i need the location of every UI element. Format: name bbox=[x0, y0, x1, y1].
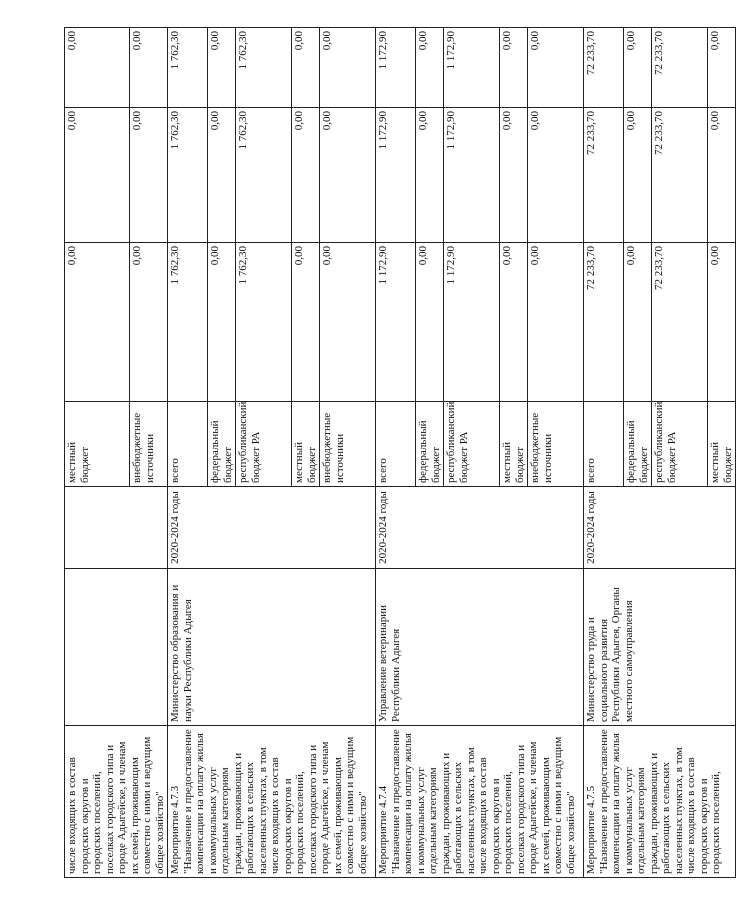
year-2021-cell: 0,00 bbox=[528, 28, 584, 108]
rotated-table-container bbox=[64, 28, 734, 878]
total-cell: 0,00 bbox=[208, 243, 236, 402]
table-row bbox=[376, 28, 416, 878]
year-2021-cell: 0,00 bbox=[292, 28, 320, 108]
source-cell: федеральный бюджет bbox=[208, 402, 236, 487]
year-2020-cell: 0,00 bbox=[65, 108, 130, 243]
table-row bbox=[168, 28, 208, 878]
total-cell: 0,00 bbox=[130, 243, 168, 402]
source-cell: местный бюджет bbox=[708, 402, 736, 487]
year-2020-cell: 0,00 bbox=[416, 108, 444, 243]
total-cell: 72 233,70 bbox=[584, 243, 624, 402]
period-cell bbox=[65, 487, 168, 569]
year-2020-cell: 0,00 bbox=[208, 108, 236, 243]
program-cell: Мероприятие 4.7.3 "Назначение и предоставление компенсации на оплату жилья и коммунальных услуг отдельным категориям граждан, проживающих и работающих в сельских населенных пунктах, в том числе входящих в состав городских округов и городских поселений, поселках городского типа и городе Адыгейске, и членам их семей, проживающим совместно с ними и ведущим общее хозяйство" bbox=[168, 726, 376, 878]
total-cell: 0,00 bbox=[320, 243, 376, 402]
source-cell: федеральный бюджет bbox=[624, 402, 652, 487]
source-cell: внебюджетные источники bbox=[130, 402, 168, 487]
source-cell: местный бюджет bbox=[292, 402, 320, 487]
year-2020-cell: 0,00 bbox=[292, 108, 320, 243]
year-2021-cell: 1 762,30 bbox=[168, 28, 208, 108]
source-cell: всего bbox=[168, 402, 208, 487]
total-cell: 0,00 bbox=[708, 243, 736, 402]
year-2020-cell: 0,00 bbox=[130, 108, 168, 243]
total-cell: 0,00 bbox=[65, 243, 130, 402]
source-cell: внебюджетные источники bbox=[528, 402, 584, 487]
year-2020-cell: 0,00 bbox=[624, 108, 652, 243]
source-cell: всего bbox=[376, 402, 416, 487]
source-cell: федеральный бюджет bbox=[416, 402, 444, 487]
executor-cell: Министерство образования и науки Республики Адыгея bbox=[168, 569, 376, 726]
program-cell: Мероприятие 4.7.5 "Назначение и предоставление компенсации на оплату жилья и коммунальных услуг отдельным категориям граждан, проживающих и работающих в сельских населенных пунктах, в том числе входящих в состав городских округов и городских поселений, bbox=[584, 726, 736, 878]
budget-table bbox=[64, 27, 736, 878]
year-2020-cell: 1 762,30 bbox=[168, 108, 208, 243]
table-body bbox=[65, 28, 736, 878]
year-2020-cell: 0,00 bbox=[528, 108, 584, 243]
year-2021-cell: 0,00 bbox=[208, 28, 236, 108]
total-cell: 0,00 bbox=[416, 243, 444, 402]
year-2021-cell: 1 172,90 bbox=[376, 28, 416, 108]
year-2020-cell: 0,00 bbox=[500, 108, 528, 243]
table-row bbox=[65, 28, 130, 878]
period-cell: 2020-2024 годы bbox=[376, 487, 584, 569]
year-2021-cell: 0,00 bbox=[708, 28, 736, 108]
source-cell: всего bbox=[584, 402, 624, 487]
year-2021-cell: 0,00 bbox=[416, 28, 444, 108]
year-2020-cell: 72 233,70 bbox=[652, 108, 708, 243]
year-2021-cell: 0,00 bbox=[624, 28, 652, 108]
year-2021-cell: 1 172,90 bbox=[444, 28, 500, 108]
executor-cell: Управление ветеринарии Республики Адыгея bbox=[376, 569, 584, 726]
total-cell: 1 172,90 bbox=[444, 243, 500, 402]
total-cell: 0,00 bbox=[528, 243, 584, 402]
total-cell: 0,00 bbox=[624, 243, 652, 402]
program-cell: числе входящих в состав городских округов и городских поселений, поселках городского типа и городе Адыгейске, и членам их семей, проживающим совместно с ними и ведущим общее хозяйство" bbox=[65, 726, 168, 878]
source-cell: республиканский бюджет РА bbox=[444, 402, 500, 487]
year-2020-cell: 72 233,70 bbox=[584, 108, 624, 243]
executor-cell: Министерство труда и социального развития Республики Адыгея, Органы местного самоуправления bbox=[584, 569, 736, 726]
year-2020-cell: 1 762,30 bbox=[236, 108, 292, 243]
source-cell: местный бюджет bbox=[500, 402, 528, 487]
year-2021-cell: 72 233,70 bbox=[584, 28, 624, 108]
year-2020-cell: 1 172,90 bbox=[376, 108, 416, 243]
total-cell: 1 762,30 bbox=[236, 243, 292, 402]
year-2020-cell: 0,00 bbox=[708, 108, 736, 243]
source-cell: местный бюджет bbox=[65, 402, 130, 487]
year-2021-cell: 72 233,70 bbox=[652, 28, 708, 108]
year-2020-cell: 1 172,90 bbox=[444, 108, 500, 243]
year-2021-cell: 0,00 bbox=[500, 28, 528, 108]
source-cell: республиканский бюджет РА bbox=[652, 402, 708, 487]
year-2021-cell: 0,00 bbox=[130, 28, 168, 108]
total-cell: 0,00 bbox=[500, 243, 528, 402]
total-cell: 72 233,70 bbox=[652, 243, 708, 402]
program-cell: Мероприятие 4.7.4 "Назначение и предоставление компенсации на оплату жилья и коммунальных услуг отдельным категориям граждан, проживающих и работающих в сельских населенных пунктах, в том числе входящих в состав городских округов и городских поселений, поселках городского типа и городе Адыгейске, и членам их семей, проживающим совместно с ними и ведущим общее хозяйство" bbox=[376, 726, 584, 878]
table-row bbox=[584, 28, 624, 878]
total-cell: 1 762,30 bbox=[168, 243, 208, 402]
source-cell: внебюджетные источники bbox=[320, 402, 376, 487]
year-2021-cell: 0,00 bbox=[65, 28, 130, 108]
total-cell: 0,00 bbox=[292, 243, 320, 402]
period-cell: 2020-2024 годы bbox=[584, 487, 736, 569]
year-2021-cell: 1 762,30 bbox=[236, 28, 292, 108]
year-2020-cell: 0,00 bbox=[320, 108, 376, 243]
executor-cell bbox=[65, 569, 168, 726]
total-cell: 1 172,90 bbox=[376, 243, 416, 402]
source-cell: республиканский бюджет РА bbox=[236, 402, 292, 487]
period-cell: 2020-2024 годы bbox=[168, 487, 376, 569]
year-2021-cell: 0,00 bbox=[320, 28, 376, 108]
